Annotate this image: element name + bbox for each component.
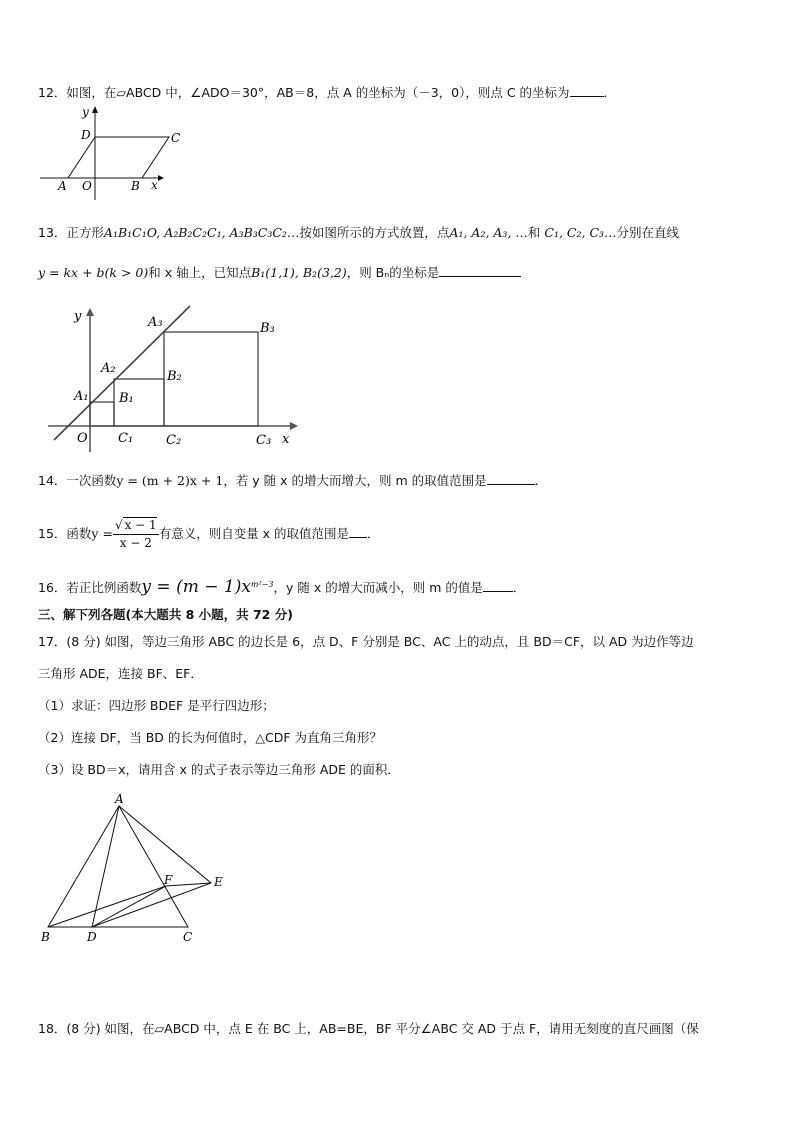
section-title: 三、解下列各题(本大题共 8 小题，共 72 分) (38, 607, 293, 622)
q16-answer-blank[interactable] (483, 579, 513, 592)
q13-stem-a: 正方形 (66, 225, 104, 240)
q12-label-y: y (82, 105, 89, 119)
q13-label-c2: C₂ (166, 433, 182, 448)
q12-figure (38, 102, 181, 202)
q13-stem-b: 按如图所示的方式放置，点 (299, 225, 450, 240)
q13-label-b2: B₂ (167, 369, 182, 384)
q15-stem-a: 函数 (66, 526, 92, 541)
q15-y-eq: y = (91, 526, 113, 541)
q13-label-o: O (77, 431, 88, 446)
q17-label-f: F (164, 873, 173, 887)
q13-points-c: C₁, C₂, C₃… (544, 225, 617, 240)
q14-stem-a: 一次函数 (66, 473, 117, 488)
q15-text (38, 514, 380, 556)
q18-line1: 18．(8 分) 如图，在▱ABCD 中，点 E 在 BC 上，AB=BE，BF 平分∠ABC 交 AD 于点 F，请用无刻度的直尺画图（保 (38, 1021, 699, 1036)
q17-line2: 三角形 ADE，连接 BF、EF． (38, 666, 203, 681)
q12-number: 12． (38, 85, 67, 100)
q15-denominator: x − 2 (119, 536, 152, 550)
q14-number: 14． (38, 473, 67, 488)
q13-figure (48, 306, 308, 452)
q13-stem-f: ，则 Bₙ的坐标是 (346, 265, 440, 280)
q13-label-y: y (74, 309, 82, 324)
q14-text (38, 472, 539, 490)
q13-label-c3: C₃ (256, 433, 272, 448)
q15-fraction (113, 517, 159, 552)
q13-points-a: A₁, A₂, A₃, … (449, 225, 528, 240)
q14-end: . (534, 473, 539, 488)
q16-stem-b: ，y 随 x 的增大而减小，则 m 的值是 (273, 580, 483, 596)
q16-end: ． (512, 580, 526, 596)
q12-label-a: A (58, 179, 67, 193)
q14-stem-b: ，若 y 随 x 的增大而增大，则 m 的取值范围是 (223, 473, 487, 488)
q14-answer-blank[interactable] (487, 472, 535, 485)
q16-stem-a: 若正比例函数 (66, 580, 142, 596)
q12-label-d: D (81, 128, 91, 142)
q17-sub2: （2）连接 DF，当 BD 的长为何值时，△CDF 为直角三角形？ (38, 730, 383, 745)
q12-label-c: C (171, 131, 181, 145)
q12-text (38, 84, 616, 102)
q17-label-d: D (87, 930, 97, 944)
q17-label-a: A (115, 792, 124, 806)
q13-label-a2: A₂ (101, 361, 116, 376)
q13-answer-blank[interactable] (439, 264, 521, 277)
q15-numerator-wrap: √ x − 1 (113, 517, 159, 535)
q13-label-b3: B₃ (260, 321, 275, 336)
q16-exponent: m²−3 (250, 580, 274, 589)
q12-stem: 如图，在▱ABCD 中，∠ADO＝30°，AB＝8，点 A 的坐标为（－3，0），则点 C 的坐标为 (66, 85, 570, 100)
q13-label-b1: B₁ (119, 391, 134, 406)
q16-formula: y = (m − 1)x (141, 577, 251, 598)
q12-label-o: O (82, 179, 92, 193)
q13-squares: A₁B₁C₁O, A₂B₂C₂C₁, A₃B₃C₃C₂… (103, 225, 300, 240)
q13-stem-d: 分别在直线 (616, 225, 680, 240)
q17-sub1: （1）求证：四边形 BDEF 是平行四边形； (38, 698, 275, 713)
q17-sub3: （3）设 BD＝x，请用含 x 的式子表示等边三角形 ADE 的面积． (38, 762, 400, 777)
q12-answer-blank[interactable] (570, 84, 604, 97)
q13-label-a1: A₁ (74, 389, 89, 404)
q13-line-eq: y = kx + b(k > 0) (38, 265, 149, 280)
q13-number: 13． (38, 225, 67, 240)
q13-stem-e: 和 x 轴上，已知点 (148, 265, 252, 280)
q16-text (38, 574, 525, 599)
q13-label-c1: C₁ (118, 431, 134, 446)
q13-label-a3: A₃ (148, 315, 163, 330)
q15-end: ． (367, 526, 380, 541)
q17-line1: 17．(8 分) 如图，等边三角形 ABC 的边长是 6，点 D、F 分别是 BC、AC 上的动点，且 BD＝CF，以 AD 为边作等边 (38, 634, 694, 649)
q12-end: ． (603, 85, 617, 100)
q13-text-line2 (38, 264, 521, 282)
q14-formula: y = (m + 2)x + 1 (116, 473, 224, 488)
q12-label-b: B (131, 179, 140, 193)
q15-numerator: x − 1 (124, 518, 157, 532)
q17-label-e: E (214, 875, 223, 889)
q12-label-x: x (151, 178, 158, 192)
q15-number: 15． (38, 526, 67, 541)
q15-stem-b: 有意义，则自变量 x 的取值范围是 (158, 526, 350, 541)
q17-label-c: C (183, 930, 193, 944)
q13-text-line1 (38, 224, 679, 242)
q16-number: 16． (38, 580, 67, 596)
q17-label-b: B (41, 930, 50, 944)
q15-answer-blank[interactable] (349, 525, 367, 538)
q13-known-points: B₁(1,1), B₂(3,2) (251, 265, 347, 280)
q17-figure (38, 790, 238, 946)
q13-label-x: x (282, 432, 290, 447)
q13-stem-c: 和 (527, 225, 541, 240)
